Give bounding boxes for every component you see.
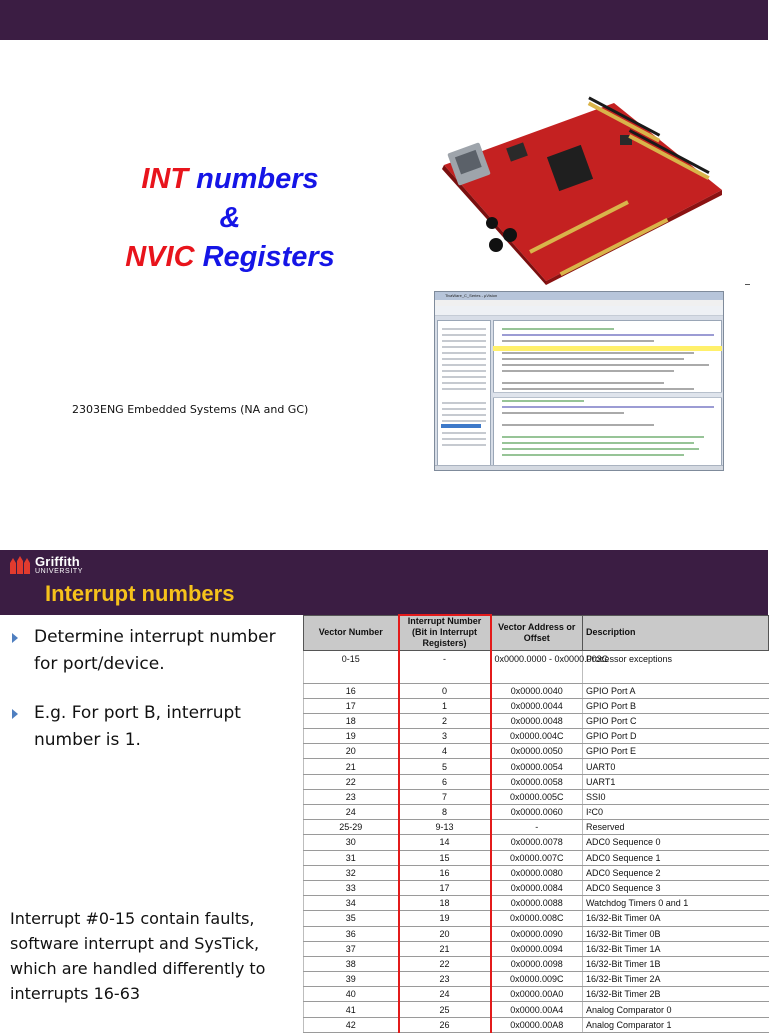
- cell-description: 16/32-Bit Timer 0B: [583, 926, 769, 941]
- griffith-crest-icon: [8, 554, 32, 576]
- table-row: [304, 698, 769, 713]
- cell-interrupt-number: 24: [399, 987, 491, 1002]
- header-description: Description: [583, 615, 769, 650]
- cell-interrupt-number: 19: [399, 911, 491, 926]
- cell-vector-address: 0x0000.0098: [491, 956, 583, 971]
- header-vector-address: Vector Address or Offset: [491, 615, 583, 650]
- table-row: [304, 820, 769, 835]
- cell-vector-address: 0x0000.0048: [491, 713, 583, 728]
- table-row: [304, 650, 769, 683]
- table-row: [304, 1002, 769, 1017]
- bullet-arrow-icon: [12, 624, 34, 678]
- logo-line-2: UNIVERSITY: [35, 568, 84, 575]
- cell-interrupt-number: 16: [399, 865, 491, 880]
- cell-interrupt-number: 0: [399, 683, 491, 698]
- cell-vector-number: 20: [304, 744, 399, 759]
- cell-vector-address: 0x0000.0000 - 0x0000.003C: [491, 650, 583, 683]
- cell-vector-address: 0x0000.0078: [491, 835, 583, 850]
- course-label: 2303ENG Embedded Systems (NA and GC): [72, 403, 309, 416]
- cell-description: Reserved: [583, 820, 769, 835]
- ide-selected-register: [441, 424, 481, 428]
- ide-screenshot: [434, 291, 724, 471]
- cell-interrupt-number: 21: [399, 941, 491, 956]
- cell-vector-number: 34: [304, 896, 399, 911]
- cell-vector-address: 0x0000.008C: [491, 911, 583, 926]
- title-ampersand: &: [219, 202, 241, 234]
- table-row: [304, 972, 769, 987]
- logo-wordmark: [35, 555, 83, 575]
- cell-interrupt-number: 3: [399, 729, 491, 744]
- cell-vector-number: 40: [304, 987, 399, 1002]
- bullet-arrow-icon: [12, 700, 34, 754]
- table-row: [304, 1017, 769, 1032]
- cell-description: GPIO Port A: [583, 683, 769, 698]
- title-line-3: [60, 238, 400, 277]
- cell-vector-address: 0x0000.0060: [491, 805, 583, 820]
- table-row: [304, 683, 769, 698]
- launchpad-board-image: [434, 95, 724, 285]
- table-row: [304, 789, 769, 804]
- table-row: [304, 744, 769, 759]
- cell-vector-number: 36: [304, 926, 399, 941]
- cell-vector-number: 38: [304, 956, 399, 971]
- cell-interrupt-number: 20: [399, 926, 491, 941]
- logo-line-1: Griffith: [35, 554, 80, 569]
- table-row: [304, 896, 769, 911]
- cell-description: Analog Comparator 0: [583, 1002, 769, 1017]
- cell-vector-number: 23: [304, 789, 399, 804]
- cell-vector-number: 24: [304, 805, 399, 820]
- cell-vector-address: 0x0000.0088: [491, 896, 583, 911]
- cell-description: GPIO Port C: [583, 713, 769, 728]
- header-interrupt-number: Interrupt Number (Bit in Interrupt Registers): [399, 615, 491, 650]
- cell-vector-address: 0x0000.0084: [491, 880, 583, 895]
- cell-vector-number: 33: [304, 880, 399, 895]
- bullet-item: [12, 624, 292, 678]
- cell-description: ADC0 Sequence 1: [583, 850, 769, 865]
- cell-vector-number: 41: [304, 1002, 399, 1017]
- title-int: INT: [141, 163, 189, 195]
- cell-interrupt-number: 5: [399, 759, 491, 774]
- cell-description: 16/32-Bit Timer 2B: [583, 987, 769, 1002]
- decorative-dash: [745, 284, 750, 285]
- table-row: [304, 880, 769, 895]
- cell-vector-number: 22: [304, 774, 399, 789]
- cell-description: GPIO Port E: [583, 744, 769, 759]
- cell-interrupt-number: 1: [399, 698, 491, 713]
- table-row: [304, 926, 769, 941]
- cell-description: ADC0 Sequence 2: [583, 865, 769, 880]
- cell-vector-number: 30: [304, 835, 399, 850]
- cell-interrupt-number: 22: [399, 956, 491, 971]
- table-row: [304, 941, 769, 956]
- cell-description: 16/32-Bit Timer 1B: [583, 956, 769, 971]
- cell-description: ADC0 Sequence 0: [583, 835, 769, 850]
- cell-description: GPIO Port D: [583, 729, 769, 744]
- cell-vector-address: 0x0000.0044: [491, 698, 583, 713]
- slide-2-title: Interrupt numbers: [45, 581, 235, 606]
- cell-description: SSI0: [583, 789, 769, 804]
- cell-description: 16/32-Bit Timer 2A: [583, 972, 769, 987]
- interrupt-note: Interrupt #0-15 contain faults, software interrupt and SysTick, which are handled differently to interrupts 16-63: [10, 909, 266, 1003]
- cell-description: Analog Comparator 1: [583, 1017, 769, 1032]
- cell-interrupt-number: 2: [399, 713, 491, 728]
- cell-interrupt-number: 9-13: [399, 820, 491, 835]
- cell-description: UART1: [583, 774, 769, 789]
- cell-description: UART0: [583, 759, 769, 774]
- table-row: [304, 774, 769, 789]
- ide-pane-separator: [493, 392, 722, 398]
- table-row: [304, 805, 769, 820]
- cell-vector-address: 0x0000.009C: [491, 972, 583, 987]
- cell-interrupt-number: 18: [399, 896, 491, 911]
- cell-description: Watchdog Timers 0 and 1: [583, 896, 769, 911]
- cell-interrupt-number: 6: [399, 774, 491, 789]
- cell-vector-address: 0x0000.007C: [491, 850, 583, 865]
- slide-title-text: [60, 160, 400, 277]
- slide-interrupt-numbers: [0, 550, 768, 1030]
- cell-interrupt-number: 25: [399, 1002, 491, 1017]
- cell-vector-number: 35: [304, 911, 399, 926]
- cell-description: 16/32-Bit Timer 1A: [583, 941, 769, 956]
- cell-vector-number: 0-15: [304, 650, 399, 683]
- cell-vector-number: 39: [304, 972, 399, 987]
- table-row: [304, 759, 769, 774]
- table-row: [304, 956, 769, 971]
- cell-vector-number: 18: [304, 713, 399, 728]
- table-row: [304, 865, 769, 880]
- cell-interrupt-number: 8: [399, 805, 491, 820]
- cell-vector-address: 0x0000.00A0: [491, 987, 583, 1002]
- cell-vector-address: 0x0000.0054: [491, 759, 583, 774]
- title-registers: Registers: [202, 241, 335, 273]
- cell-interrupt-number: 26: [399, 1017, 491, 1032]
- interrupt-vector-table: [303, 614, 769, 1033]
- cell-description: 16/32-Bit Timer 0A: [583, 911, 769, 926]
- ide-title-bar: TivaWare_C_Series - µVision: [435, 292, 723, 300]
- cell-vector-address: 0x0000.0080: [491, 865, 583, 880]
- slide-header: [0, 550, 768, 615]
- cell-interrupt-number: -: [399, 650, 491, 683]
- vector-table-container: [303, 614, 768, 1030]
- table-row: [304, 850, 769, 865]
- table-row: [304, 987, 769, 1002]
- ide-register-lines: [438, 321, 492, 469]
- cell-vector-address: -: [491, 820, 583, 835]
- ide-current-line: [493, 346, 722, 351]
- top-banner: [0, 0, 768, 40]
- title-numbers: numbers: [196, 163, 319, 195]
- university-logo: [8, 554, 83, 576]
- cell-description: ADC0 Sequence 3: [583, 880, 769, 895]
- bullet-list: [12, 624, 292, 776]
- bullet-text: E.g. For port B, interrupt number is 1.: [34, 703, 241, 750]
- title-line-1: [60, 160, 400, 199]
- cell-vector-number: 17: [304, 698, 399, 713]
- cell-vector-number: 32: [304, 865, 399, 880]
- cell-vector-address: 0x0000.0050: [491, 744, 583, 759]
- cell-interrupt-number: 17: [399, 880, 491, 895]
- cell-vector-address: 0x0000.004C: [491, 729, 583, 744]
- cell-vector-number: 31: [304, 850, 399, 865]
- cell-interrupt-number: 23: [399, 972, 491, 987]
- table-row: [304, 835, 769, 850]
- cell-interrupt-number: 15: [399, 850, 491, 865]
- cell-vector-number: 16: [304, 683, 399, 698]
- cell-vector-address: 0x0000.0040: [491, 683, 583, 698]
- cell-description: Processor exceptions: [583, 650, 769, 683]
- table-row: [304, 729, 769, 744]
- ide-toolbar: [435, 306, 723, 316]
- header-vector-number: Vector Number: [304, 615, 399, 650]
- table-row: [304, 713, 769, 728]
- cell-vector-number: 21: [304, 759, 399, 774]
- bullet-item: [12, 700, 292, 754]
- cell-vector-address: 0x0000.00A8: [491, 1017, 583, 1032]
- cell-interrupt-number: 4: [399, 744, 491, 759]
- ide-status-bar: [435, 465, 723, 470]
- ide-register-pane: [437, 320, 491, 468]
- cell-vector-address: 0x0000.0094: [491, 941, 583, 956]
- cell-vector-number: 25-29: [304, 820, 399, 835]
- cell-vector-address: 0x0000.0058: [491, 774, 583, 789]
- cell-interrupt-number: 7: [399, 789, 491, 804]
- title-nvic: NVIC: [125, 241, 195, 273]
- cell-interrupt-number: 14: [399, 835, 491, 850]
- cell-description: GPIO Port B: [583, 698, 769, 713]
- cell-vector-address: 0x0000.005C: [491, 789, 583, 804]
- table-body: [304, 650, 769, 1032]
- table-header-row: [304, 615, 769, 650]
- cell-description: I²C0: [583, 805, 769, 820]
- cell-vector-number: 37: [304, 941, 399, 956]
- cell-vector-address: 0x0000.0090: [491, 926, 583, 941]
- cell-vector-number: 42: [304, 1017, 399, 1032]
- cell-vector-address: 0x0000.00A4: [491, 1002, 583, 1017]
- bullet-text: Determine interrupt number for port/device.: [34, 627, 276, 674]
- cell-vector-number: 19: [304, 729, 399, 744]
- table-row: [304, 911, 769, 926]
